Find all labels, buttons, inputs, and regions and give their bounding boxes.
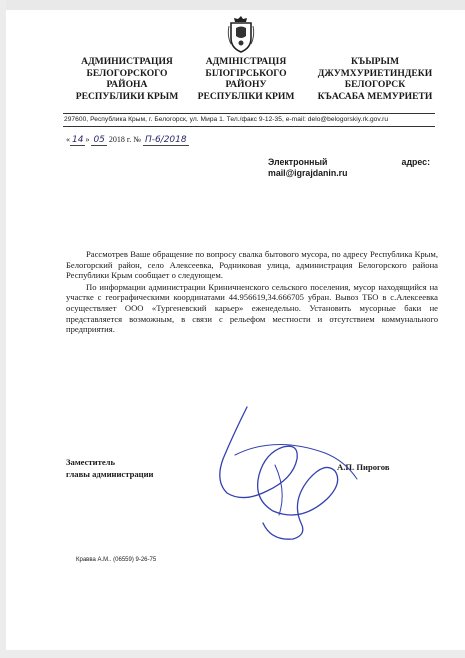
header-russian — [66, 56, 188, 102]
header-ukrainian-line-4: РЕСПУБЛІКИ КРИМ — [197, 90, 295, 102]
recipient-label — [268, 157, 430, 167]
number-sign: № — [133, 135, 141, 144]
header-crimean-tatar-line-3: БЕЛОГОРСК — [344, 79, 406, 90]
letter-body — [66, 249, 438, 335]
date-close-quote: » — [85, 135, 90, 144]
recipient-label-right: адрес: — [401, 157, 430, 167]
recipient-label-left: Электронный — [268, 157, 328, 167]
coat-of-arms-icon — [227, 14, 255, 54]
header-ukrainian — [186, 56, 306, 102]
document-number: П-6/2018 — [144, 135, 187, 145]
date-year: 2018 г. — [108, 135, 132, 144]
header-crimean-tatar-line-1: КЪЫРЫМ — [350, 56, 400, 67]
date-day: 14 — [72, 135, 84, 145]
date-month: 05 — [93, 135, 105, 145]
header-rule-top — [63, 113, 435, 114]
address-line: 297600, Республика Крым, г. Белогорск, ул. Мира 1. Тел./факс 9-12-35, e-mail: delo@belogorskiy.rk.gov.ru — [64, 116, 389, 123]
header-crimean-tatar — [300, 56, 450, 102]
header-russian-line-2: БЕЛОГОРСКОГО — [86, 67, 168, 79]
date-number-line — [66, 135, 189, 146]
signatory-title-line-2: главы администрации — [66, 469, 154, 479]
header-crimean-tatar-line-4: КЪАСАБА МЕМУРИЕТИ — [317, 90, 433, 102]
header-russian-line-3: РАЙОНА — [106, 79, 148, 90]
body-paragraph-2: По информации администрации Криничненского сельского поселения, мусор находящийся на участке с географическими координатами 44.956619,34.666705 убран. Вывоз ТБО в с.Алексеевка осуществляет ООО «Тургеневский карьер» еженедельно. Установить мусорные баки не представляется возможным, в связи с рельефом местности и отсутствием коммунального предприятия. — [66, 281, 438, 335]
header-crimean-tatar-line-2: ДЖУМХУРИЕТИНДЕКИ — [317, 67, 433, 79]
scan-border-bottom — [0, 650, 465, 658]
executor-footer: Кравва А.М.. (06559) 9-26-75 — [76, 557, 157, 563]
date-open-quote: « — [66, 135, 70, 144]
header-ukrainian-line-2: БІЛОГІРСЬКОГО — [205, 67, 287, 79]
header-russian-line-4: РЕСПУБЛИКИ КРЫМ — [75, 90, 179, 102]
signatory-name: А.П. Пирогов — [337, 462, 390, 472]
signatory-title-line-1: Заместитель — [66, 457, 115, 467]
signatory-title — [66, 456, 154, 480]
scan-border-top — [0, 0, 465, 10]
handwritten-signature — [175, 395, 375, 545]
body-paragraph-1: Рассмотрев Ваше обращение по вопросу свалка бытового мусора, по адресу Республика Крым, Белогорский район, село Алексеевка, Родниковая улица, администрация Белогорского района Республики Крым сообщает о следующем. — [66, 249, 438, 281]
recipient-email: mail@igrajdanin.ru — [268, 168, 348, 178]
header-ukrainian-line-3: РАЙОНУ — [225, 79, 267, 90]
header-russian-line-1: АДМИНИСТРАЦИЯ — [81, 56, 173, 67]
header-ukrainian-line-1: АДМІНІСТРАЦІЯ — [205, 56, 287, 67]
header-rule-bottom — [63, 126, 435, 127]
